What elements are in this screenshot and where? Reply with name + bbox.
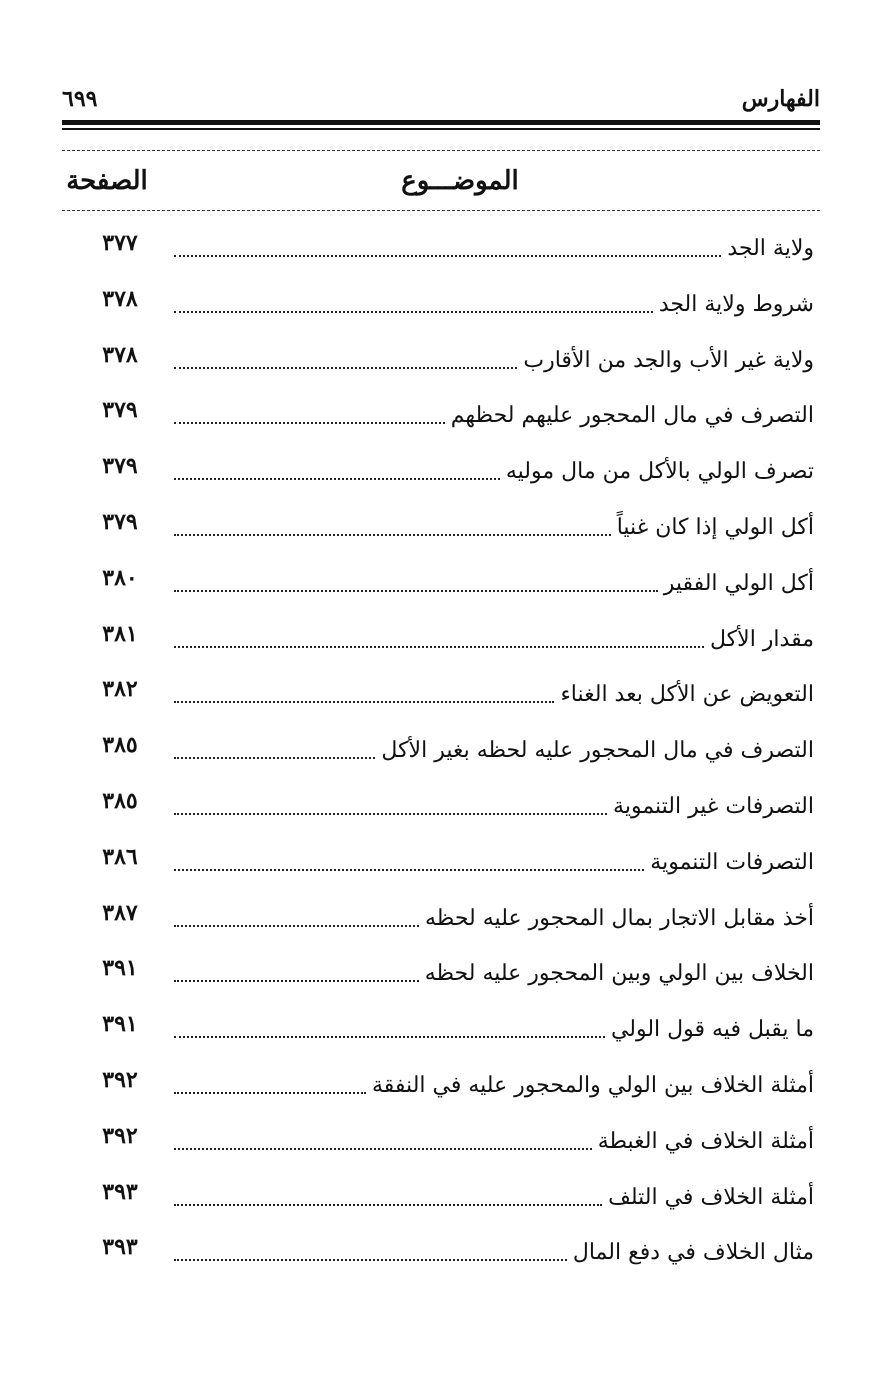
dot-leader	[174, 255, 721, 257]
index-entry-page: ٣٨٧	[102, 899, 138, 926]
column-header-top-divider	[62, 150, 820, 151]
index-entry-topic: التعويض عن الأكل بعد الغناء	[560, 682, 814, 708]
index-entry-row	[62, 1063, 820, 1119]
index-entry-topic-line	[174, 449, 814, 489]
index-entry-page: ٣٨٥	[102, 732, 138, 759]
index-entry-topic-line	[174, 1230, 814, 1270]
index-entry-topic-line	[174, 840, 814, 880]
index-entry-page: ٣٨١	[102, 620, 138, 647]
index-entry-row	[62, 1007, 820, 1063]
index-entry-row	[62, 226, 820, 282]
index-entry-topic: التصرف في مال المحجور عليهم لحظهم	[450, 403, 814, 429]
index-entry-page: ٣٧٨	[102, 285, 138, 312]
index-entry-topic: تصرف الولي بالأكل من مال موليه	[505, 459, 814, 485]
index-entry-row	[62, 784, 820, 840]
index-entry-page: ٣٨٠	[102, 564, 138, 591]
dot-leader	[174, 1204, 602, 1206]
index-entry-page: ٣٧٩	[102, 453, 138, 480]
dot-leader	[174, 1259, 567, 1261]
index-entry-topic-line	[174, 728, 814, 768]
index-entry-topic-line	[174, 951, 814, 991]
dot-leader	[174, 646, 704, 648]
index-entry-topic: التصرف في مال المحجور عليه لحظه بغير الأكل	[381, 738, 814, 764]
dot-leader	[174, 590, 658, 592]
index-entry-row	[62, 672, 820, 728]
index-entry-page: ٣٩١	[102, 1011, 138, 1038]
index-entry-topic-line	[174, 282, 814, 322]
index-entry-topic-line	[174, 226, 814, 266]
index-entry-row	[62, 617, 820, 673]
index-entry-topic: التصرفات غير التنموية	[613, 793, 814, 819]
dot-leader	[174, 1148, 592, 1150]
index-entry-row	[62, 393, 820, 449]
index-entry-page: ٣٩٣	[102, 1178, 138, 1205]
column-header-topic: الموضـــوع	[401, 166, 519, 196]
running-header-title: الفهارس	[741, 86, 820, 112]
column-header-bottom-divider	[62, 210, 820, 211]
header-rule-thin	[62, 128, 820, 130]
index-entry-topic: مقدار الأكل	[710, 626, 814, 652]
index-entry-topic-line	[174, 393, 814, 433]
dot-leader	[174, 311, 653, 313]
index-entry-topic: ولاية الجد	[727, 236, 814, 261]
dot-leader	[174, 478, 500, 480]
index-entry-topic: أكل الولي إذا كان غنياً	[616, 514, 814, 540]
dot-leader	[174, 367, 517, 369]
index-entry-topic: ولاية غير الأب والجد من الأقارب	[523, 347, 814, 373]
index-entry-row	[62, 449, 820, 505]
index-entry-topic-line	[174, 1063, 814, 1103]
index-entry-topic-line	[174, 561, 814, 601]
index-entry-topic-line	[174, 1119, 814, 1159]
index-entry-topic-line	[174, 896, 814, 936]
index-entry-topic: ما يقبل فيه قول الولي	[610, 1017, 814, 1043]
index-entry-row	[62, 1119, 820, 1175]
index-entry-topic: أمثلة الخلاف بين الولي والمحجور عليه في النفقة	[372, 1072, 814, 1098]
dot-leader	[174, 422, 445, 424]
index-entry-topic: الخلاف بين الولي وبين المحجور عليه لحظه	[424, 961, 814, 987]
index-entry-topic-line	[174, 1007, 814, 1047]
index-entry-topic-line	[174, 617, 814, 657]
index-entry-topic-line	[174, 784, 814, 824]
index-entry-page: ٣٩٣	[102, 1234, 138, 1261]
index-entry-topic: مثال الخلاف في دفع المال	[572, 1240, 814, 1266]
running-header	[62, 86, 820, 120]
index-entry-topic: شروط ولاية الجد	[658, 291, 814, 317]
index-entry-row	[62, 951, 820, 1007]
index-entry-topic-line	[174, 672, 814, 712]
index-entry-page: ٣٧٩	[102, 397, 138, 424]
dot-leader	[174, 869, 644, 871]
index-entry-row	[62, 505, 820, 561]
dot-leader	[174, 925, 419, 927]
index-entry-row	[62, 1230, 820, 1286]
index-entry-page: ٣٧٨	[102, 341, 138, 368]
index-entry-page: ٣٧٧	[102, 230, 138, 256]
dot-leader	[174, 813, 607, 815]
index-entry-row	[62, 896, 820, 952]
index-entry-topic: التصرفات التنموية	[650, 849, 814, 875]
index-entry-page: ٣٩١	[102, 955, 138, 982]
index-entry-row	[62, 728, 820, 784]
index-entry-row	[62, 561, 820, 617]
index-entry-page: ٣٨٥	[102, 787, 138, 814]
index-entry-topic: أكل الولي الفقير	[663, 570, 814, 596]
index-entry-topic: أمثلة الخلاف في التلف	[608, 1184, 814, 1210]
index-entry-page: ٣٧٩	[102, 508, 138, 535]
dot-leader	[174, 980, 419, 982]
index-entry-page: ٣٩٢	[102, 1122, 138, 1149]
index-entry-topic-line	[174, 505, 814, 545]
index-entry-topic: أمثلة الخلاف في الغبطة	[597, 1128, 814, 1154]
dot-leader	[174, 701, 554, 703]
index-entries	[62, 226, 820, 1286]
index-entry-topic: أخذ مقابل الاتجار بمال المحجور عليه لحظه	[425, 905, 814, 931]
dot-leader	[174, 534, 611, 536]
header-rule-thick	[62, 120, 820, 125]
index-entry-topic-line	[174, 338, 814, 378]
index-entry-row	[62, 282, 820, 338]
index-entry-page: ٣٨٢	[102, 676, 138, 703]
index-entry-topic-line	[174, 1175, 814, 1215]
index-entry-row	[62, 1175, 820, 1231]
index-entry-page: ٣٨٦	[102, 843, 138, 870]
index-entry-row	[62, 338, 820, 394]
dot-leader	[174, 757, 375, 759]
index-entry-row	[62, 840, 820, 896]
index-entry-page: ٣٩٢	[102, 1066, 138, 1093]
dot-leader	[174, 1092, 366, 1094]
column-header-page: الصفحة	[66, 166, 148, 196]
dot-leader	[174, 1036, 605, 1038]
running-header-page-number: ٦٩٩	[62, 86, 98, 112]
